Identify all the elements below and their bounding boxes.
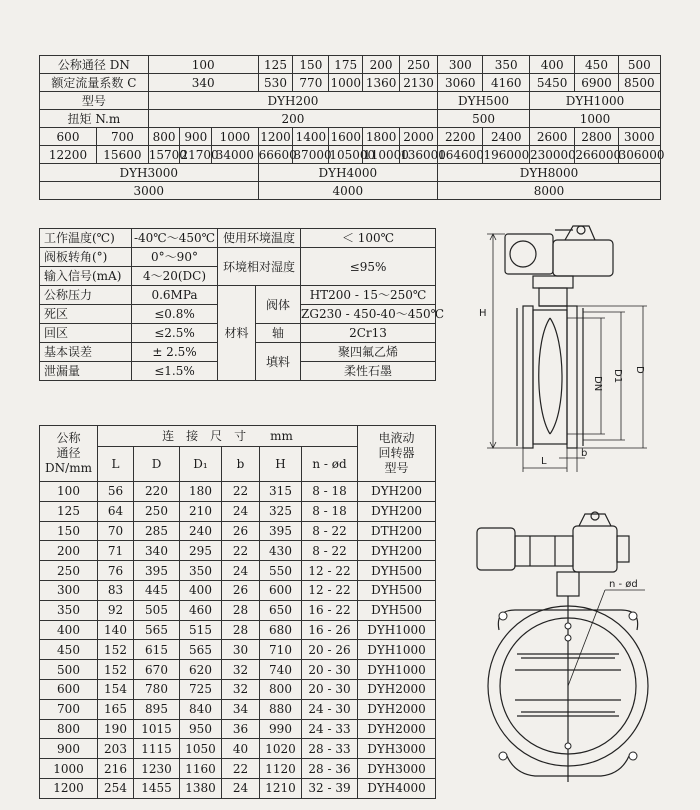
table-cell: 16 - 26 [302,620,358,640]
cell: 1000 [212,128,258,146]
cell: 2130 [400,74,438,92]
table-cell: DYH3000 [358,759,436,779]
cell: 12200 [40,146,97,164]
cell: 1000 [330,75,361,90]
table-cell: 725 [180,679,222,699]
table-cell: 83 [98,580,134,600]
cell: 230000 [529,147,576,162]
table-cell: 600 [260,580,302,600]
table-cell: 26 [222,580,260,600]
table-cell: 565 [134,620,180,640]
table-cell: 780 [134,679,180,699]
return-value: ≤2.5% [132,324,218,343]
params-table [39,228,445,381]
table-row [40,561,436,581]
packing-value-1: 聚四氟乙烯 [301,343,436,362]
table-cell: 1210 [260,778,302,798]
cell: 21700 [180,147,219,162]
cell: 1800 [363,128,400,146]
table-cell: 650 [260,600,302,620]
table-cell: 22 [222,759,260,779]
cell: 3060 [438,74,483,92]
leak-label: 泄漏量 [40,362,132,381]
table-cell: 203 [98,739,134,759]
dn-header-line: 公称 [56,431,81,445]
table-cell: 24 [222,778,260,798]
table-cell: 450 [40,640,98,660]
table-row [40,600,436,620]
table-row [40,739,436,759]
table-cell: 220 [134,482,180,502]
table-cell: 1020 [260,739,302,759]
table-cell: DYH500 [358,580,436,600]
table-row [40,719,436,739]
table-cell: DYH1000 [358,620,436,640]
cell: 1000 [529,110,660,128]
cell: 100 [148,56,258,74]
cell: 164600 [438,147,484,162]
table-cell: 350 [180,561,222,581]
torque-label: 扭矩 N.m [40,110,149,128]
table-cell: DYH500 [358,600,436,620]
cell: 3000 [40,182,259,200]
table-cell: 460 [180,600,222,620]
table-cell: 1000 [40,759,98,779]
table-cell: 150 [40,521,98,541]
table-cell: 315 [260,482,302,502]
dn-label: DN [592,376,603,392]
table-cell: DYH200 [358,482,436,502]
table-cell: 620 [180,660,222,680]
cell: 300 [438,56,483,74]
table-cell: DYH200 [358,501,436,521]
angle-value: 0°～90° [132,248,218,267]
flow-row-b [40,146,661,164]
pressure-label: 公称压力 [40,286,132,305]
table-cell: 8 - 18 [302,482,358,502]
table-cell: 670 [134,660,180,680]
table-cell: 1230 [134,759,180,779]
params-row [40,248,436,267]
cell: 2600 [529,128,574,146]
shaft-value: 2Cr13 [301,324,436,343]
table-cell: 210 [180,501,222,521]
table-cell: 505 [134,600,180,620]
leak-value: ≤1.5% [132,362,218,381]
model-row-a [40,92,661,110]
table-cell: 615 [134,640,180,660]
table-cell: 1115 [134,739,180,759]
signal-value: 4～20(DC) [132,267,218,286]
table-row [40,679,436,699]
table-cell: 1160 [180,759,222,779]
table-cell: 24 [222,561,260,581]
table-cell: 430 [260,541,302,561]
table-cell: 895 [134,699,180,719]
cell: 1200 [258,128,293,146]
dn-header [40,426,98,482]
dimension-rows [40,482,436,799]
valve-side-view-drawing [455,220,670,480]
table-row [40,759,436,779]
cell: 340 [148,74,258,92]
cell: DYH1000 [529,92,660,110]
cell: 175 [329,56,363,74]
error-label: 基本误差 [40,343,132,362]
flow-label: 额定流量系数 C [40,74,149,92]
cell: 4160 [483,74,529,92]
table-row [40,778,436,798]
table-cell: 70 [98,521,134,541]
cell: 500 [438,110,530,128]
table-cell: 28 - 36 [302,759,358,779]
table-cell: 26 [222,521,260,541]
table-cell: 8 - 22 [302,541,358,561]
actuator-header-line: 电液动 [378,431,415,445]
cell: 66600 [258,147,297,162]
table-cell: 395 [134,561,180,581]
table-cell: 20 - 30 [302,679,358,699]
model-row-b [40,164,661,182]
cell: 2400 [483,128,529,146]
dn-header-line: DN/mm [45,461,92,475]
cell: DYH200 [148,92,437,110]
cell: 450 [575,56,618,74]
col-header-nd: n - ød [302,447,358,482]
deadband-value: ≤0.8% [132,305,218,324]
torque-row-b [40,182,661,200]
cell: 306000 [618,147,665,162]
cell: 105000 [329,147,376,162]
table-cell: DYH1000 [358,640,436,660]
actuator-header-line: 型号 [384,461,409,475]
table-cell: 800 [40,719,98,739]
cell: 8500 [618,74,660,92]
table-cell: 100 [40,482,98,502]
table-cell: 710 [260,640,302,660]
table-cell: 254 [98,778,134,798]
col-header-b: b [222,447,260,482]
env-temp-value: ＜ 100℃ [301,229,436,248]
dn-row-a [40,56,661,74]
table-cell: 400 [180,580,222,600]
col-header-d1: D₁ [180,447,222,482]
table-cell: 8 - 22 [302,521,358,541]
actuator-header [358,426,436,482]
cell: 6900 [575,74,618,92]
table-cell: 295 [180,541,222,561]
cell: 1400 [293,128,329,146]
table-cell: 395 [260,521,302,541]
col-header-h: H [260,447,302,482]
work-temp-value: -40℃～450℃ [132,229,218,248]
cell: 250 [400,56,438,74]
cell: 8000 [438,182,661,200]
table-cell: 20 - 30 [302,660,358,680]
table-cell: 32 [222,660,260,680]
table-cell: 800 [260,679,302,699]
cell: 196000 [483,147,530,162]
table-cell: 24 [222,501,260,521]
cell: 266000 [575,147,622,162]
table-cell: 445 [134,580,180,600]
table-cell: DYH4000 [358,778,436,798]
table-row [40,521,436,541]
table-row [40,501,436,521]
cell: 600 [40,128,97,146]
deadband-label: 死区 [40,305,132,324]
cell: 2200 [438,128,483,146]
table-cell: DYH2000 [358,699,436,719]
table-cell: 515 [180,620,222,640]
dn-label: 公称通径 DN [40,56,149,74]
valve-front-view-drawing [455,500,680,800]
torque-row-a [40,110,661,128]
table-cell: 22 [222,482,260,502]
return-label: 回区 [40,324,132,343]
table-cell: 950 [180,719,222,739]
col-header-d: D [134,447,180,482]
table-cell: 300 [40,580,98,600]
table-cell: 680 [260,620,302,640]
table-cell: 900 [40,739,98,759]
cell: DYH500 [438,92,530,110]
nd-label: n - ød [609,579,638,590]
table-cell: 22 [222,541,260,561]
cell: DYH4000 [258,164,438,182]
cell: 4000 [258,182,438,200]
packing-label: 填料 [256,343,301,381]
material-label: 材料 [218,286,256,381]
work-temp-label: 工作温度(℃) [40,229,132,248]
table-row [40,640,436,660]
body-label: 阀体 [256,286,301,324]
table-cell: 400 [40,620,98,640]
spec-table [39,55,665,200]
params-row [40,229,436,248]
table-cell: 125 [40,501,98,521]
table-cell: 76 [98,561,134,581]
dimension-table [39,425,436,799]
table-cell: 8 - 18 [302,501,358,521]
cell: 1600 [330,129,361,144]
table-row [40,620,436,640]
table-row [40,660,436,680]
signal-label: 输入信号(mA) [40,267,132,286]
table-cell: 24 - 33 [302,719,358,739]
cell: 350 [483,56,529,74]
table-cell: 880 [260,699,302,719]
table-cell: 340 [134,541,180,561]
table-row [40,482,436,502]
col-header-l: L [98,447,134,482]
table-cell: 32 - 39 [302,778,358,798]
cell: 200 [363,56,400,74]
table-cell: 64 [98,501,134,521]
table-row [40,541,436,561]
env-temp-label: 使用环境温度 [218,229,301,248]
body-value-1: HT200 - 15～250℃ [301,286,436,305]
cell: 200 [148,110,437,128]
cell: 500 [618,56,660,74]
table-cell: 600 [40,679,98,699]
connection-header: 连 接 尺 寸 mm [98,426,358,447]
table-cell: 28 - 33 [302,739,358,759]
cell: 400 [529,56,574,74]
table-cell: DYH2000 [358,719,436,739]
table-cell: 20 - 26 [302,640,358,660]
table-cell: 28 [222,600,260,620]
cell: 530 [258,74,293,92]
table-cell: 1120 [260,759,302,779]
table-cell: 152 [98,660,134,680]
dn-row-b [40,128,661,146]
humidity-label: 环境相对湿度 [218,248,301,286]
table-cell: 24 - 30 [302,699,358,719]
table-cell: DYH3000 [358,739,436,759]
table-cell: 30 [222,640,260,660]
angle-label: 阀板转角(°) [40,248,132,267]
table-cell: 250 [134,501,180,521]
table-cell: 840 [180,699,222,719]
table-cell: DYH200 [358,541,436,561]
cell: 2800 [575,128,618,146]
cell: 87000 [293,147,332,162]
table-cell: 1200 [40,778,98,798]
cell: 15700 [148,147,187,162]
cell: DYH3000 [40,164,259,182]
table-cell: 500 [40,660,98,680]
table-cell: 1015 [134,719,180,739]
table-cell: 165 [98,699,134,719]
cell: 1360 [363,74,400,92]
d1-label: D1 [612,369,623,384]
actuator-header-line: 回转器 [378,446,415,460]
table-cell: 740 [260,660,302,680]
table-cell: 28 [222,620,260,640]
table-cell: 990 [260,719,302,739]
table-row [40,580,436,600]
table-cell: 12 - 22 [302,561,358,581]
table-cell: 216 [98,759,134,779]
table-row [40,699,436,719]
cell: 110000 [363,147,409,162]
table-cell: 325 [260,501,302,521]
cell: 2000 [400,128,438,146]
humidity-value: ≤95% [301,248,436,286]
table-cell: 92 [98,600,134,620]
cell: 15600 [97,146,149,164]
cell: DYH8000 [438,164,661,182]
cell: 770 [293,74,329,92]
packing-value-2: 柔性石墨 [301,362,436,381]
table-cell: 16 - 22 [302,600,358,620]
cell: 136000 [400,147,446,162]
table-cell: 32 [222,679,260,699]
table-cell: 1050 [180,739,222,759]
l-label: L [541,456,547,467]
pressure-value: 0.6MPa [132,286,218,305]
dn-header-line: 通径 [56,446,81,460]
table-cell: 180 [180,482,222,502]
table-cell: 40 [222,739,260,759]
cell: 800 [148,128,180,146]
cell: 5450 [529,74,574,92]
table-cell: 12 - 22 [302,580,358,600]
b-label: b [581,448,588,459]
cell: 34000 [212,146,258,164]
cell: 125 [258,56,293,74]
table-cell: 36 [222,719,260,739]
params-row [40,286,436,305]
table-cell: 154 [98,679,134,699]
h-label: H [479,308,487,319]
table-cell: 285 [134,521,180,541]
table-cell: 350 [40,600,98,620]
table-cell: 34 [222,699,260,719]
table-cell: 550 [260,561,302,581]
table-cell: 200 [40,541,98,561]
shaft-label: 轴 [256,324,301,343]
table-cell: 1455 [134,778,180,798]
error-value: ± 2.5% [132,343,218,362]
table-cell: DYH2000 [358,679,436,699]
cell: 900 [180,128,212,146]
cell: 700 [97,128,149,146]
header-row [40,426,436,447]
body-value-2: ZG230 - 450-40～450℃ [301,305,436,324]
table-cell: 1380 [180,778,222,798]
flow-row-a [40,74,661,92]
table-cell: 190 [98,719,134,739]
table-cell: 700 [40,699,98,719]
table-cell: 240 [180,521,222,541]
cell: 3000 [618,128,660,146]
table-cell: 56 [98,482,134,502]
table-cell: DTH200 [358,521,436,541]
table-cell: 152 [98,640,134,660]
cell: 150 [293,56,329,74]
table-cell: 140 [98,620,134,640]
table-cell: 565 [180,640,222,660]
table-cell: 250 [40,561,98,581]
table-cell: DYH500 [358,561,436,581]
model-label: 型号 [40,92,149,110]
table-cell: 71 [98,541,134,561]
table-cell: DYH1000 [358,660,436,680]
d-label: D [634,366,645,374]
